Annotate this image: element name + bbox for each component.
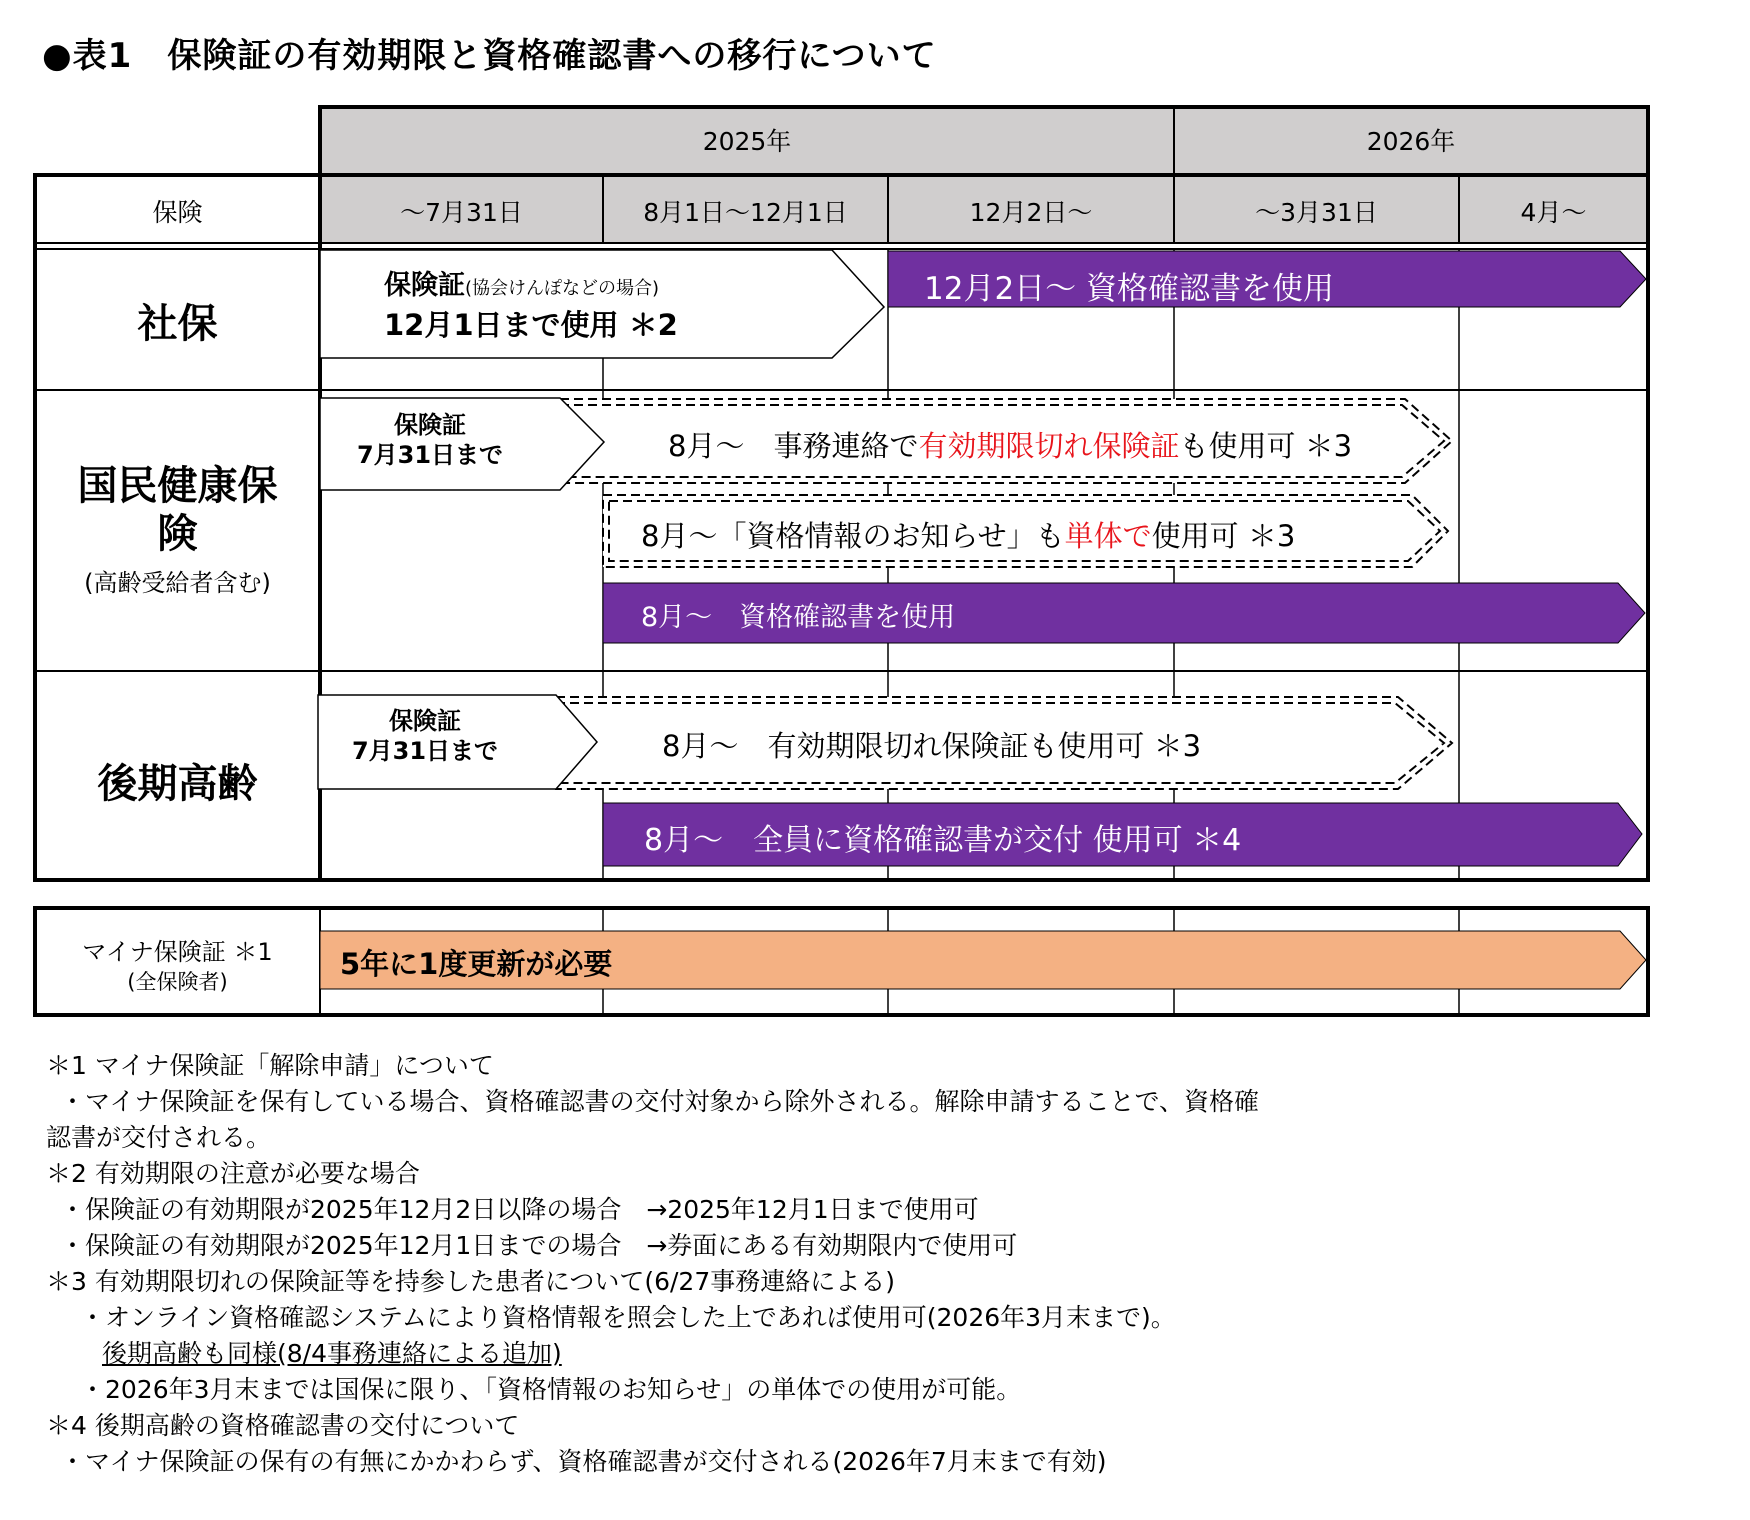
koki-bar-label: 8月～ 全員に資格確認書が交付 使用可 ＊4 (644, 823, 1242, 858)
kokuho-card-line1: 保険証 (394, 411, 466, 439)
note2-line-b: ・保険証の有効期限が2025年12月1日までの場合 →券面にある有効期限内で使用可 (60, 1231, 1018, 1260)
year-2026: 2026年 (1366, 127, 1456, 156)
note2-heading: ＊2 有効期限の注意が必要な場合 (46, 1159, 420, 1188)
note4-heading: ＊4 後期高齢の資格確認書の交付について (46, 1411, 520, 1440)
row-sublabel-kokuho: (高齢受給者含む) (84, 569, 271, 597)
row-label-mynum: マイナ保険証 ＊1 (82, 938, 273, 966)
row-sublabel-mynum: (全保険者) (127, 970, 228, 994)
koki-card-line2: 7月31日まで (351, 737, 499, 765)
insurance-column-header: 保険 (152, 198, 203, 227)
shaho-card-title (384, 263, 659, 302)
shaho-bar-label: 12月2日～ 資格確認書を使用 (924, 271, 1335, 307)
period-until-mar31: ～3月31日 (1255, 198, 1378, 227)
period-aug1-dec1: 8月1日～12月1日 (643, 198, 848, 227)
row-label-koki: 後期高齢 (97, 761, 258, 807)
year-2025: 2025年 (702, 127, 792, 156)
mynum-bar-label: 5年に1度更新が必要 (340, 947, 613, 981)
kokuho-dash2-pre: 8月～「資格情報のお知らせ」も (641, 519, 1065, 553)
kokuho-dash2-red: 単体で (1064, 519, 1152, 553)
shaho-card-title-main: 保険証 (384, 270, 465, 301)
koki-card-label (320, 706, 530, 766)
koki-dashed-label: 8月～ 有効期限切れ保険証も使用可 ＊3 (662, 729, 1202, 763)
note3-line-c: ・2026年3月末までは国保に限り、「資格情報のお知らせ」の単体での使用が可能。 (80, 1375, 1022, 1404)
shaho-card-line2: 12月1日まで使用 ＊2 (384, 308, 678, 342)
note3-line-a: ・オンライン資格確認システムにより資格情報を照会した上であれば使用可(2026年3月末まで)。 (80, 1303, 1176, 1332)
note1-heading: ＊1 マイナ保険証「解除申請」について (46, 1051, 494, 1080)
row-label-kokuho-line1: 国民健康保 (77, 463, 278, 509)
footnotes (46, 1048, 1506, 1480)
kokuho-dash1-post: も使用可 ＊3 (1179, 429, 1353, 463)
note3-line-b: 後期高齢も同様(8/4事務連絡による追加) (102, 1339, 562, 1368)
kokuho-dash1-pre: 8月～ 事務連絡で (668, 429, 919, 463)
row-label-shaho: 社保 (137, 301, 218, 347)
kokuho-card-line2: 7月31日まで (356, 441, 504, 469)
kokuho-card-label (325, 410, 535, 470)
kokuho-bar-label: 8月～ 資格確認書を使用 (641, 602, 956, 633)
row-label-kokuho-line2: 険 (157, 511, 198, 557)
koki-card-line1: 保険証 (389, 707, 461, 735)
shaho-card-note: (協会けんぽなどの場合) (465, 278, 660, 299)
period-from-apr: 4月～ (1520, 198, 1587, 227)
period-from-dec2: 12月2日～ (969, 198, 1093, 227)
row-label-kokuho (35, 462, 320, 558)
note4-line-a: ・マイナ保険証の保有の有無にかかわらず、資格確認書が交付される(2026年7月末まで有効) (60, 1447, 1107, 1476)
kokuho-dash2-post: 使用可 ＊3 (1151, 519, 1296, 553)
page-title: ●表1 保険証の有効期限と資格確認書への移行について (42, 36, 937, 76)
kokuho-dashed-label-1 (668, 424, 1352, 465)
kokuho-dashed-label-2 (641, 514, 1295, 555)
note2-line-a: ・保険証の有効期限が2025年12月2日以降の場合 →2025年12月1日まで使用可 (60, 1195, 979, 1224)
note3-heading: ＊3 有効期限切れの保険証等を持参した患者について(6/27事務連絡による) (46, 1267, 896, 1296)
period-until-jul31: ～7月31日 (400, 198, 523, 227)
note1-line-b: 認書が交付される。 (46, 1123, 272, 1152)
note1-line-a: ・マイナ保険証を保有している場合、資格確認書の交付対象から除外される。解除申請することで、資格確 (60, 1087, 1260, 1116)
kokuho-dash1-red: 有効期限切れ保険証 (918, 429, 1180, 463)
